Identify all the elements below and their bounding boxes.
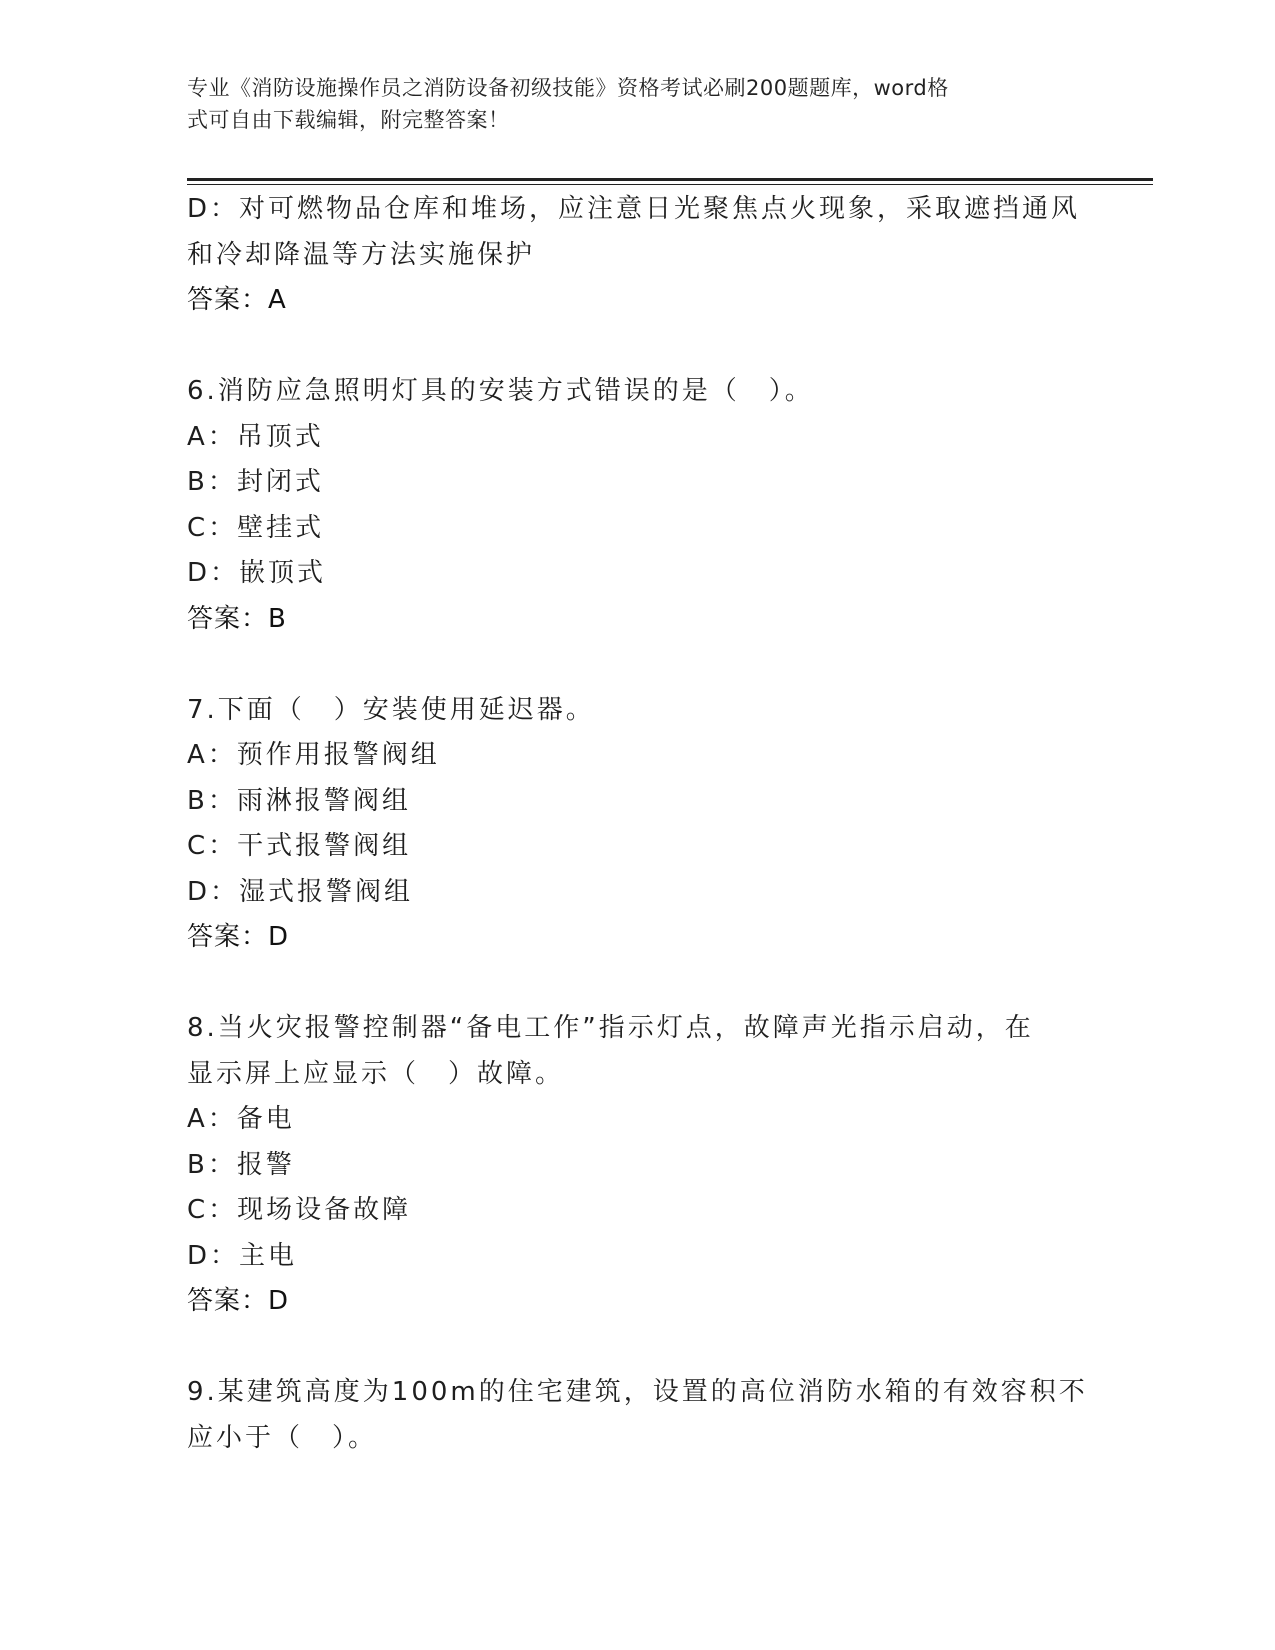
answer-label: 答案：D [187,1286,290,1316]
option-d: D：嵌顶式 [187,558,327,588]
question-stem: 6.消防应急照明灯具的安装方式错误的是（ ）。 [187,376,814,406]
option-a: A：吊顶式 [187,421,324,452]
question-9 [187,1370,1087,1461]
question-7 [187,688,1087,961]
spacer [187,961,1087,1007]
answer-label: 答案：D [187,922,290,952]
option-d: D：主电 [187,1240,298,1271]
option-c: C：现场设备故障 [187,1195,412,1225]
question-list [187,187,1087,1461]
option-c: C：壁挂式 [187,512,325,543]
option-d-line-2: 和冷却降温等方法实施保护 [187,239,536,270]
header-divider-thin [187,184,1153,185]
question-stem: 7.下面（ ）安装使用延迟器。 [187,694,595,725]
spacer [187,642,1087,688]
option-c: C：干式报警阀组 [187,831,412,861]
header-line-1: 专业《消防设施操作员之消防设备初级技能》资格考试必刷200题题库，word格 [187,76,949,100]
option-b: B：雨淋报警阀组 [187,785,411,816]
option-b: B：封闭式 [187,467,324,497]
question-stem-line-1: 8.当火灾报警控制器“备电工作”指示灯点，故障声光指示启动，在 [187,1013,1034,1043]
spacer [187,1325,1087,1371]
answer-label: 答案：B [187,603,287,634]
answer-label: 答案：A [187,285,287,315]
document-header [187,72,1067,136]
question-stem-line-2: 应小于（ ）。 [187,1422,378,1453]
option-a: A：预作用报警阀组 [187,740,440,770]
spacer [187,324,1087,370]
option-b: B：报警 [187,1149,295,1180]
option-a: A：备电 [187,1104,295,1134]
question-5-continuation [187,187,1087,324]
option-d-line-1: D：对可燃物品仓库和堆场，应注意日光聚焦点火现象，采取遮挡通风 [187,194,1081,224]
header-divider-thick [187,178,1153,181]
question-stem-line-2: 显示屏上应显示（ ）故障。 [187,1058,565,1089]
question-6 [187,369,1087,642]
question-8 [187,1006,1087,1325]
option-d: D：湿式报警阀组 [187,876,414,907]
question-stem-line-1: 9.某建筑高度为100m的住宅建筑，设置的高位消防水箱的有效容积不 [187,1377,1088,1407]
header-line-2: 式可自由下载编辑，附完整答案！ [187,108,510,132]
